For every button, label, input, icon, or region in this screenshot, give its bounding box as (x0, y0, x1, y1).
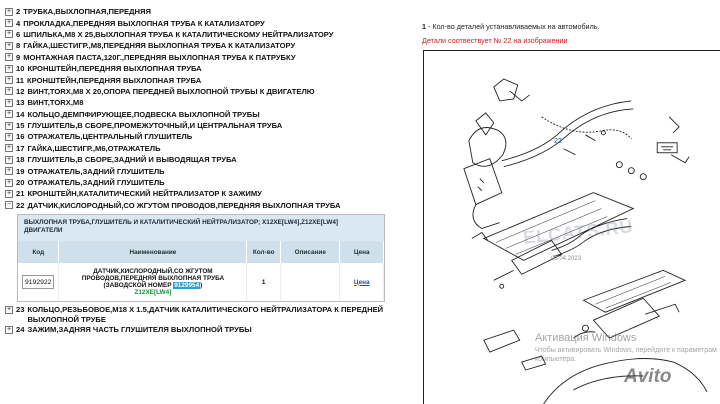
part-number: 23 (16, 305, 25, 315)
part-number: 21 (16, 189, 25, 199)
part-detail-panel (17, 214, 385, 302)
part-label[interactable]: ГАЙКА,ШЕСТИГР.,M8,ПЕРЕДНЯЯ ВЫХЛОПНАЯ ТРУБА К КАТАЛИЗАТОРУ (23, 41, 296, 51)
expand-toggle-icon[interactable]: + (6, 19, 12, 27)
part-row-4[interactable] (5, 17, 413, 28)
windows-activation-title: Активация Windows (535, 332, 637, 344)
col-code: Код (18, 241, 59, 263)
part-number: 17 (16, 143, 25, 153)
part-number: 6 (16, 29, 21, 39)
part-name: ДАТЧИК,КИСЛОРОДНЫЙ,СО ЖГУТОМ ПРОВОДОВ,ПЕРЕДНЯЯ ВЫХЛОПНАЯ ТРУБА (ЗАВОДСКОЙ НОМЕР (81, 268, 225, 290)
factory-number[interactable]: 9129954 (174, 282, 200, 290)
part-label[interactable]: ДАТЧИК,КИСЛОРОДНЫЙ,СО ЖГУТОМ ПРОВОДОВ,ПЕРЕДНЯЯ ВЫХЛОПНАЯ ТРУБА (27, 200, 341, 210)
avito-logo: Avito (624, 366, 672, 387)
col-qty: Кол-во (247, 241, 281, 263)
part-number: 22 (16, 200, 25, 210)
part-row-11[interactable] (5, 74, 413, 85)
expand-toggle-icon[interactable]: + (6, 41, 12, 49)
part-name-cell (59, 263, 247, 301)
part-desc (281, 263, 340, 301)
part-number: 9 (16, 52, 21, 62)
part-label[interactable]: ОТРАЖАТЕЛЬ,ЗАДНИЙ ГЛУШИТЕЛЬ (27, 166, 165, 176)
expand-toggle-icon[interactable]: + (6, 178, 12, 186)
part-number: 2 (16, 7, 21, 17)
highlight-note: Детали соотвествует № 22 на изображении (422, 36, 568, 45)
diagram-callout-22[interactable]: 22 (554, 138, 562, 145)
expand-toggle-icon[interactable]: + (6, 76, 12, 84)
expand-toggle-icon[interactable]: + (6, 167, 12, 175)
parts-list (5, 6, 413, 336)
part-number: 16 (16, 132, 25, 142)
part-label[interactable]: ШПИЛЬКА,M8 X 25,ВЫХЛОПНАЯ ТРУБА К КАТАЛИТИЧЕСКОМУ НЕЙТРАЛИЗАТОРУ (23, 29, 334, 39)
part-number: 14 (16, 109, 25, 119)
part-label[interactable]: ОТРАЖАТЕЛЬ,ЦЕНТРАЛЬНЫЙ ГЛУШИТЕЛЬ (27, 132, 193, 142)
part-row-24[interactable] (5, 324, 413, 335)
part-row-12[interactable] (5, 86, 413, 97)
part-label[interactable]: КОЛЬЦО,ДЕМПФИРУЮЩЕЕ,ПОДВЕСКА ВЫХЛОПНОЙ ТРУБЫ (27, 109, 260, 119)
part-row-8[interactable] (5, 40, 413, 51)
part-number: 12 (16, 86, 25, 96)
part-label[interactable]: КОЛЬЦО,РЕЗЬБОВОЕ,M18 X 1.5,ДАТЧИК КАТАЛИТИЧЕСКОГО НЕЙТРАЛИЗАТОРА К ПЕРЕДНЕЙ ВЫХЛОПНОЙ ТРУБЕ (27, 305, 384, 324)
part-row-18[interactable] (5, 154, 413, 165)
qty-legend: 1 - Кол-во деталей устанавливаемых на автомобиль. (422, 22, 600, 31)
diagram-date: 03.04.2023 (551, 256, 582, 262)
expand-toggle-icon[interactable]: + (6, 30, 12, 38)
expand-toggle-icon[interactable]: + (6, 64, 12, 72)
expand-toggle-icon[interactable]: + (6, 189, 12, 197)
part-row-6[interactable] (5, 29, 413, 40)
part-label[interactable]: КРОНШТЕЙН,ПЕРЕДНЯЯ ВЫХЛОПНАЯ ТРУБА (27, 75, 202, 85)
part-number: 19 (16, 166, 25, 176)
expand-toggle-icon[interactable]: + (6, 155, 12, 163)
part-row-10[interactable] (5, 63, 413, 74)
detail-table-header (18, 241, 384, 263)
part-number: 15 (16, 121, 25, 131)
expand-toggle-icon[interactable]: + (6, 7, 12, 15)
part-row-20[interactable] (5, 177, 413, 188)
part-label[interactable]: КРОНШТЕЙН,КАТАЛИТИЧЕСКИЙ НЕЙТРАЛИЗАТОР К ЗАЖИМУ (27, 189, 262, 199)
col-desc: Описание (281, 241, 340, 263)
part-row-22[interactable] (5, 200, 413, 211)
windows-activation-subtitle: Чтобы активировать Windows, перейдите к параметрам компьютера. (535, 347, 717, 363)
engine-code: Z12XE[LW4] (134, 289, 172, 297)
part-number: 20 (16, 178, 25, 188)
part-name-end: ) (200, 282, 203, 290)
detail-caption: ВЫХЛОПНАЯ ТРУБА,ГЛУШИТЕЛЬ И КАТАЛИТИЧЕСКИЙ НЕЙТРАЛИЗАТОР; X12XE[LW4],Z12XE[LW4] ДВИГАТЕЛИ (18, 215, 384, 241)
part-number: 24 (16, 325, 25, 335)
expand-toggle-icon[interactable]: + (6, 325, 12, 333)
expand-toggle-icon[interactable]: + (6, 87, 12, 95)
part-row-2[interactable] (5, 6, 413, 17)
part-number: 10 (16, 64, 25, 74)
col-price: Цена (340, 241, 384, 263)
part-label[interactable]: ПРОКЛАДКА,ПЕРЕДНЯЯ ВЫХЛОПНАЯ ТРУБА К КАТАЛИЗАТОРУ (23, 18, 265, 28)
part-label[interactable]: КРОНШТЕЙН,ПЕРЕДНЯЯ ВЫХЛОПНАЯ ТРУБА (27, 64, 202, 74)
expand-toggle-icon[interactable]: + (6, 144, 12, 152)
part-label[interactable]: ТРУБКА,ВЫХЛОПНАЯ,ПЕРЕДНЯЯ (23, 7, 151, 17)
expand-toggle-icon[interactable]: + (6, 132, 12, 140)
expand-toggle-icon[interactable]: + (6, 121, 12, 129)
part-label[interactable]: ЗАЖИМ,ЗАДНЯЯ ЧАСТЬ ГЛУШИТЕЛЯ ВЫХЛОПНОЙ ТРУБЫ (27, 325, 252, 335)
expand-toggle-icon[interactable]: + (6, 53, 12, 61)
part-row-15[interactable] (5, 120, 413, 131)
part-label[interactable]: ГЛУШИТЕЛЬ,В СБОРЕ,ЗАДНИЙ И ВЫВОДЯЩАЯ ТРУБА (27, 155, 237, 165)
table-row (18, 263, 384, 301)
part-code[interactable]: 9192922 (22, 275, 54, 289)
watermark: ELCATS.RU (522, 216, 635, 248)
part-label[interactable]: ОТРАЖАТЕЛЬ,ЗАДНИЙ ГЛУШИТЕЛЬ (27, 178, 165, 188)
part-label[interactable]: ГАЙКА,ШЕСТИГР.,M6,ОТРАЖАТЕЛЬ (27, 143, 161, 153)
part-row-14[interactable] (5, 109, 413, 120)
detail-table (18, 241, 384, 301)
price-link[interactable]: Цена (353, 278, 370, 286)
part-row-19[interactable] (5, 165, 413, 176)
part-number: 8 (16, 41, 21, 51)
part-qty: 1 (247, 263, 281, 301)
part-row-13[interactable] (5, 97, 413, 108)
col-name: Наименование (59, 241, 247, 263)
part-number: 11 (16, 75, 25, 85)
part-row-16[interactable] (5, 131, 413, 142)
part-label[interactable]: ВИНТ,TORX,M8 (27, 98, 84, 108)
expand-toggle-icon[interactable]: + (6, 306, 12, 314)
part-label[interactable]: ВИНТ,TORX,M8 X 20,ОПОРА ПЕРЕДНЕЙ ВЫХЛОПНОЙ ТРУБЫ К ДВИГАТЕЛЮ (27, 86, 315, 96)
part-number: 4 (16, 18, 21, 28)
part-row-9[interactable] (5, 52, 413, 63)
part-row-21[interactable] (5, 188, 413, 199)
expand-toggle-icon[interactable]: + (6, 110, 12, 118)
part-label[interactable]: МОНТАЖНАЯ ПАСТА,120Г.,ПЕРЕДНЯЯ ВЫХЛОПНАЯ ТРУБА К ПАТРУБКУ (23, 52, 296, 62)
expand-toggle-icon[interactable]: − (6, 201, 12, 209)
part-number: 13 (16, 98, 25, 108)
expand-toggle-icon[interactable]: + (6, 98, 12, 106)
part-row-23[interactable] (5, 304, 413, 324)
part-number: 18 (16, 155, 25, 165)
part-row-17[interactable] (5, 143, 413, 154)
part-label[interactable]: ГЛУШИТЕЛЬ,В СБОРЕ,ПРОМЕЖУТОЧНЫЙ,И ЦЕНТРАЛЬНАЯ ТРУБА (27, 121, 283, 131)
